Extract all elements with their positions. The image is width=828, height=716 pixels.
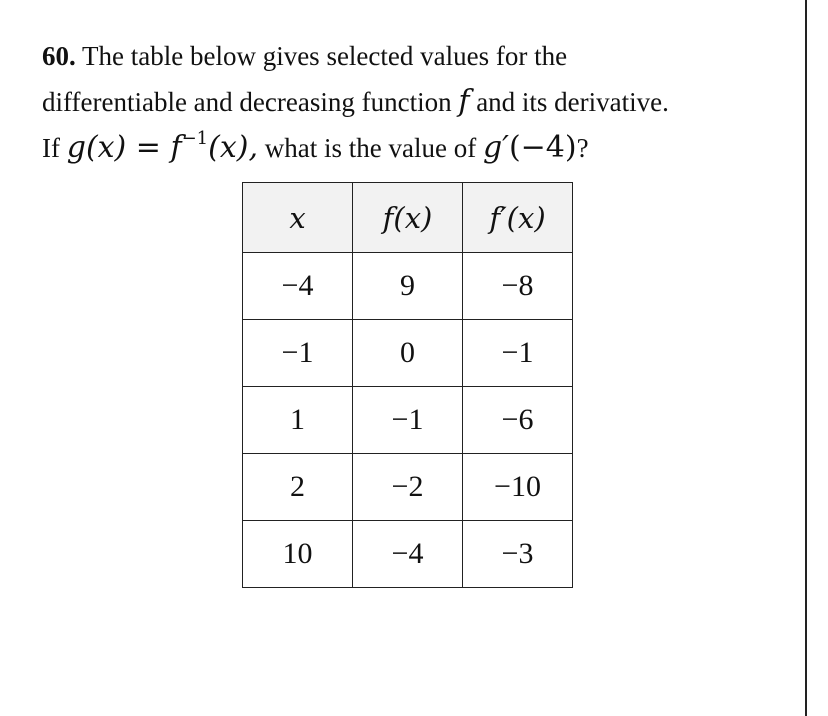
cell-x: 1	[243, 387, 353, 454]
inverse-argument: (x),	[208, 130, 258, 165]
table-header-row	[243, 183, 573, 253]
table-row	[243, 454, 573, 521]
table-row	[243, 253, 573, 320]
cell-f: −1	[353, 387, 463, 454]
values-table	[242, 182, 573, 588]
question-text-2a: differentiable and decreasing function	[42, 87, 452, 117]
cell-f-prime: −3	[463, 521, 573, 588]
inverse-exponent: −1	[181, 128, 209, 149]
question-line-2	[42, 79, 792, 125]
question-text-1: The table below gives selected values for the	[82, 41, 568, 71]
question-number: 60.	[42, 41, 76, 71]
cell-f: 0	[353, 320, 463, 387]
question-text-2b: and its derivative.	[476, 87, 669, 117]
table-row	[243, 521, 573, 588]
question-mark: ?	[576, 133, 589, 163]
question-block	[42, 34, 792, 171]
g-prime-argument: (−4)	[508, 130, 577, 165]
cell-x: −4	[243, 253, 353, 320]
question-text-3: what is the value of	[264, 133, 477, 163]
header-f-prime-of-x: f′(x)	[463, 183, 573, 253]
inverse-definition	[67, 130, 258, 165]
question-text-if: If	[42, 133, 60, 163]
table-row	[243, 387, 573, 454]
inverse-lhs: g(x) = f	[66, 130, 182, 165]
cell-f: −2	[353, 454, 463, 521]
function-symbol-f: f	[458, 84, 470, 119]
cell-f-prime: −8	[463, 253, 573, 320]
cell-f-prime: −6	[463, 387, 573, 454]
question-line-3	[42, 125, 792, 171]
question-line-1	[42, 34, 792, 79]
cell-x: 10	[243, 521, 353, 588]
page-right-border	[805, 0, 807, 716]
cell-x: 2	[243, 454, 353, 521]
cell-f-prime: −1	[463, 320, 573, 387]
header-x: x	[243, 183, 353, 253]
cell-x: −1	[243, 320, 353, 387]
cell-f: 9	[353, 253, 463, 320]
header-f-of-x: f(x)	[353, 183, 463, 253]
g-prime-symbol: g′	[482, 130, 509, 165]
cell-f: −4	[353, 521, 463, 588]
cell-f-prime: −10	[463, 454, 573, 521]
table-row	[243, 320, 573, 387]
